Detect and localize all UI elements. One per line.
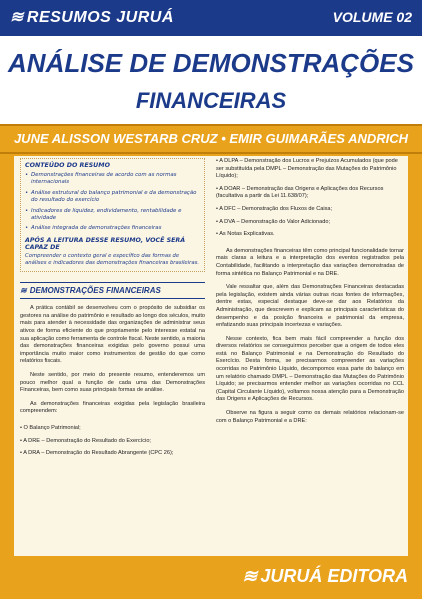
body-paragraph: Neste sentido, por meio do presente resumo, entenderemos um pouco melhor qual a função de cada uma das Demonstrações Financeiras, bem como suas principais formas de análise. bbox=[20, 372, 205, 394]
summary-item: • Análise integrada de demonstrações financeiras bbox=[25, 225, 200, 232]
statement-list-item: • O Balanço Patrimonial; bbox=[20, 424, 81, 431]
summary-box bbox=[20, 158, 205, 272]
body-paragraph: As demonstrações financeiras têm como principal funcionalidade tornar mais claras a leitura e a interpretação dos eventos registrados pela Contabilidade, facilitando a interpretação das variações demonstradas de forma sintética no Balanço Patrimonial e na DRE. bbox=[216, 247, 404, 277]
statement-list-item: • A DFC – Demonstração dos Fluxos de Caixa; bbox=[216, 205, 333, 212]
statement-list-item: • A DVA – Demonstração do Valor Adicionado; bbox=[216, 218, 331, 225]
volume-label: VOLUME 02 bbox=[332, 9, 412, 25]
authors-band bbox=[0, 124, 422, 154]
publisher-name: JURUÁ EDITORA bbox=[260, 566, 408, 586]
body-paragraph: A prática contábil se desenvolveu com o propósito de subsidiar os gestores na análise do patrimônio e resultado ao longo dos séculos, muito mais para atender à necessidade das organizações de administrar seus ativos de forma eficiente do que propriamente pelo interesse estatal na sua aplicação como ferramenta de controle fiscal. Neste sentido, a maioria das demonstrações financeiras exigidas pelo governo possui uma importância muito maior como instrumentos de gestão do que como relatórios fiscais. bbox=[20, 305, 205, 365]
right-column bbox=[216, 158, 404, 425]
outcome-text: Compreender o contexto geral e específico das formas de análises e indicadores das demonstrações financeiras brasileiras. bbox=[25, 252, 200, 267]
statement-list-item: • A DLPA – Demonstração dos Lucros e Prejuízos Acumulados (que pode ser substituída pela DMPL – Demonstração das Mutações do Patrimônio Líquido); bbox=[216, 158, 398, 180]
summary-list bbox=[25, 172, 200, 233]
body-paragraph: Vale ressaltar que, além das Demonstrações Financeiras destacadas pela legislação, existem ainda várias outras ricas fontes de informações, dentre estas, especial destaque deve-se dar aos Relatórios da Administração, que descrevem e explicam as principais características do desempenho e da posição financeira e patrimonial da empresa, enfatizando suas principais incertezas e variações. bbox=[216, 284, 404, 329]
outcome-heading: APÓS A LEITURA DESSE RESUMO, VOCÊ SERÁ CAPAZ DE bbox=[25, 236, 186, 251]
section-title: DEMONSTRAÇÕES FINANCEIRAS bbox=[29, 286, 161, 296]
content-sheet bbox=[14, 156, 408, 556]
brand-waves-icon: ≋ bbox=[10, 9, 24, 26]
summary-heading: CONTEÚDO DO RESUMO bbox=[25, 162, 110, 169]
body-paragraph: Nesse contexto, fica bem mais fácil compreender a função dos diversos relatórios se conseguirmos perceber que a origem de todos eles está no Balanço Patrimonial e na Demonstração do Resultado do Exercício. Desta forma, se precisarmos compreender as variações ocorridas no Patrimônio Líquido, decompomos essa parte do balanço em um relatório chamado DMPL – Demonstração das Mutações do Patrimônio Líquido; se precisarmos entender melhor as variações ocorridas no CCL (Capital Circulante Líquido), voltamos nossa atenção para a Demonstração das Origens e Aplicações de Recursos. bbox=[216, 335, 404, 403]
section-waves-icon: ≋ bbox=[20, 286, 27, 296]
left-column bbox=[20, 158, 205, 458]
publisher-waves-icon: ≋ bbox=[242, 566, 258, 586]
top-bar bbox=[0, 0, 422, 36]
summary-item: • Indicadores de liquidez, endividamento, rentabilidade e atividade bbox=[25, 208, 200, 223]
title-area bbox=[0, 36, 422, 124]
summary-item: • Análise estrutural do balanço patrimonial e da demonstração do resultado do exercício bbox=[25, 190, 200, 205]
statement-list-item: • A DRA – Demonstração do Resultado Abrangente (CPC 26); bbox=[20, 450, 174, 457]
authors-label: JUNE ALISSON WESTARB CRUZ • EMIR GUIMARÃES ANDRICH bbox=[13, 131, 409, 146]
statement-list-item: • A DOAR – Demonstração das Origens e Aplicações dos Recursos (facultativa a partir da Lei 11.638/07); bbox=[216, 185, 384, 200]
brand-label: RESUMOS JURUÁ bbox=[26, 9, 174, 26]
statement-list-item: • A DRE – Demonstração do Resultado do Exercício; bbox=[20, 437, 151, 444]
body-paragraph: Observe na figura a seguir como os demais relatórios relacionam-se com o Balanço Patrimonial e a DRE: bbox=[216, 410, 404, 424]
series-brand bbox=[10, 7, 174, 27]
publisher-logo bbox=[242, 566, 408, 587]
document-title-line-1: ANÁLISE DE DEMONSTRAÇÕES bbox=[8, 48, 414, 78]
bottom-bar bbox=[0, 558, 422, 599]
section-heading bbox=[20, 282, 205, 299]
summary-item: • Demonstrações financeiras de acordo com as normas internacionais bbox=[25, 172, 200, 187]
statement-list-item: • As Notas Explicativas. bbox=[216, 231, 275, 238]
document-title-line-2: FINANCEIRAS bbox=[135, 88, 287, 113]
body-paragraph: As demonstrações financeiras exigidas pela legislação brasileira compreendem: bbox=[20, 400, 205, 415]
